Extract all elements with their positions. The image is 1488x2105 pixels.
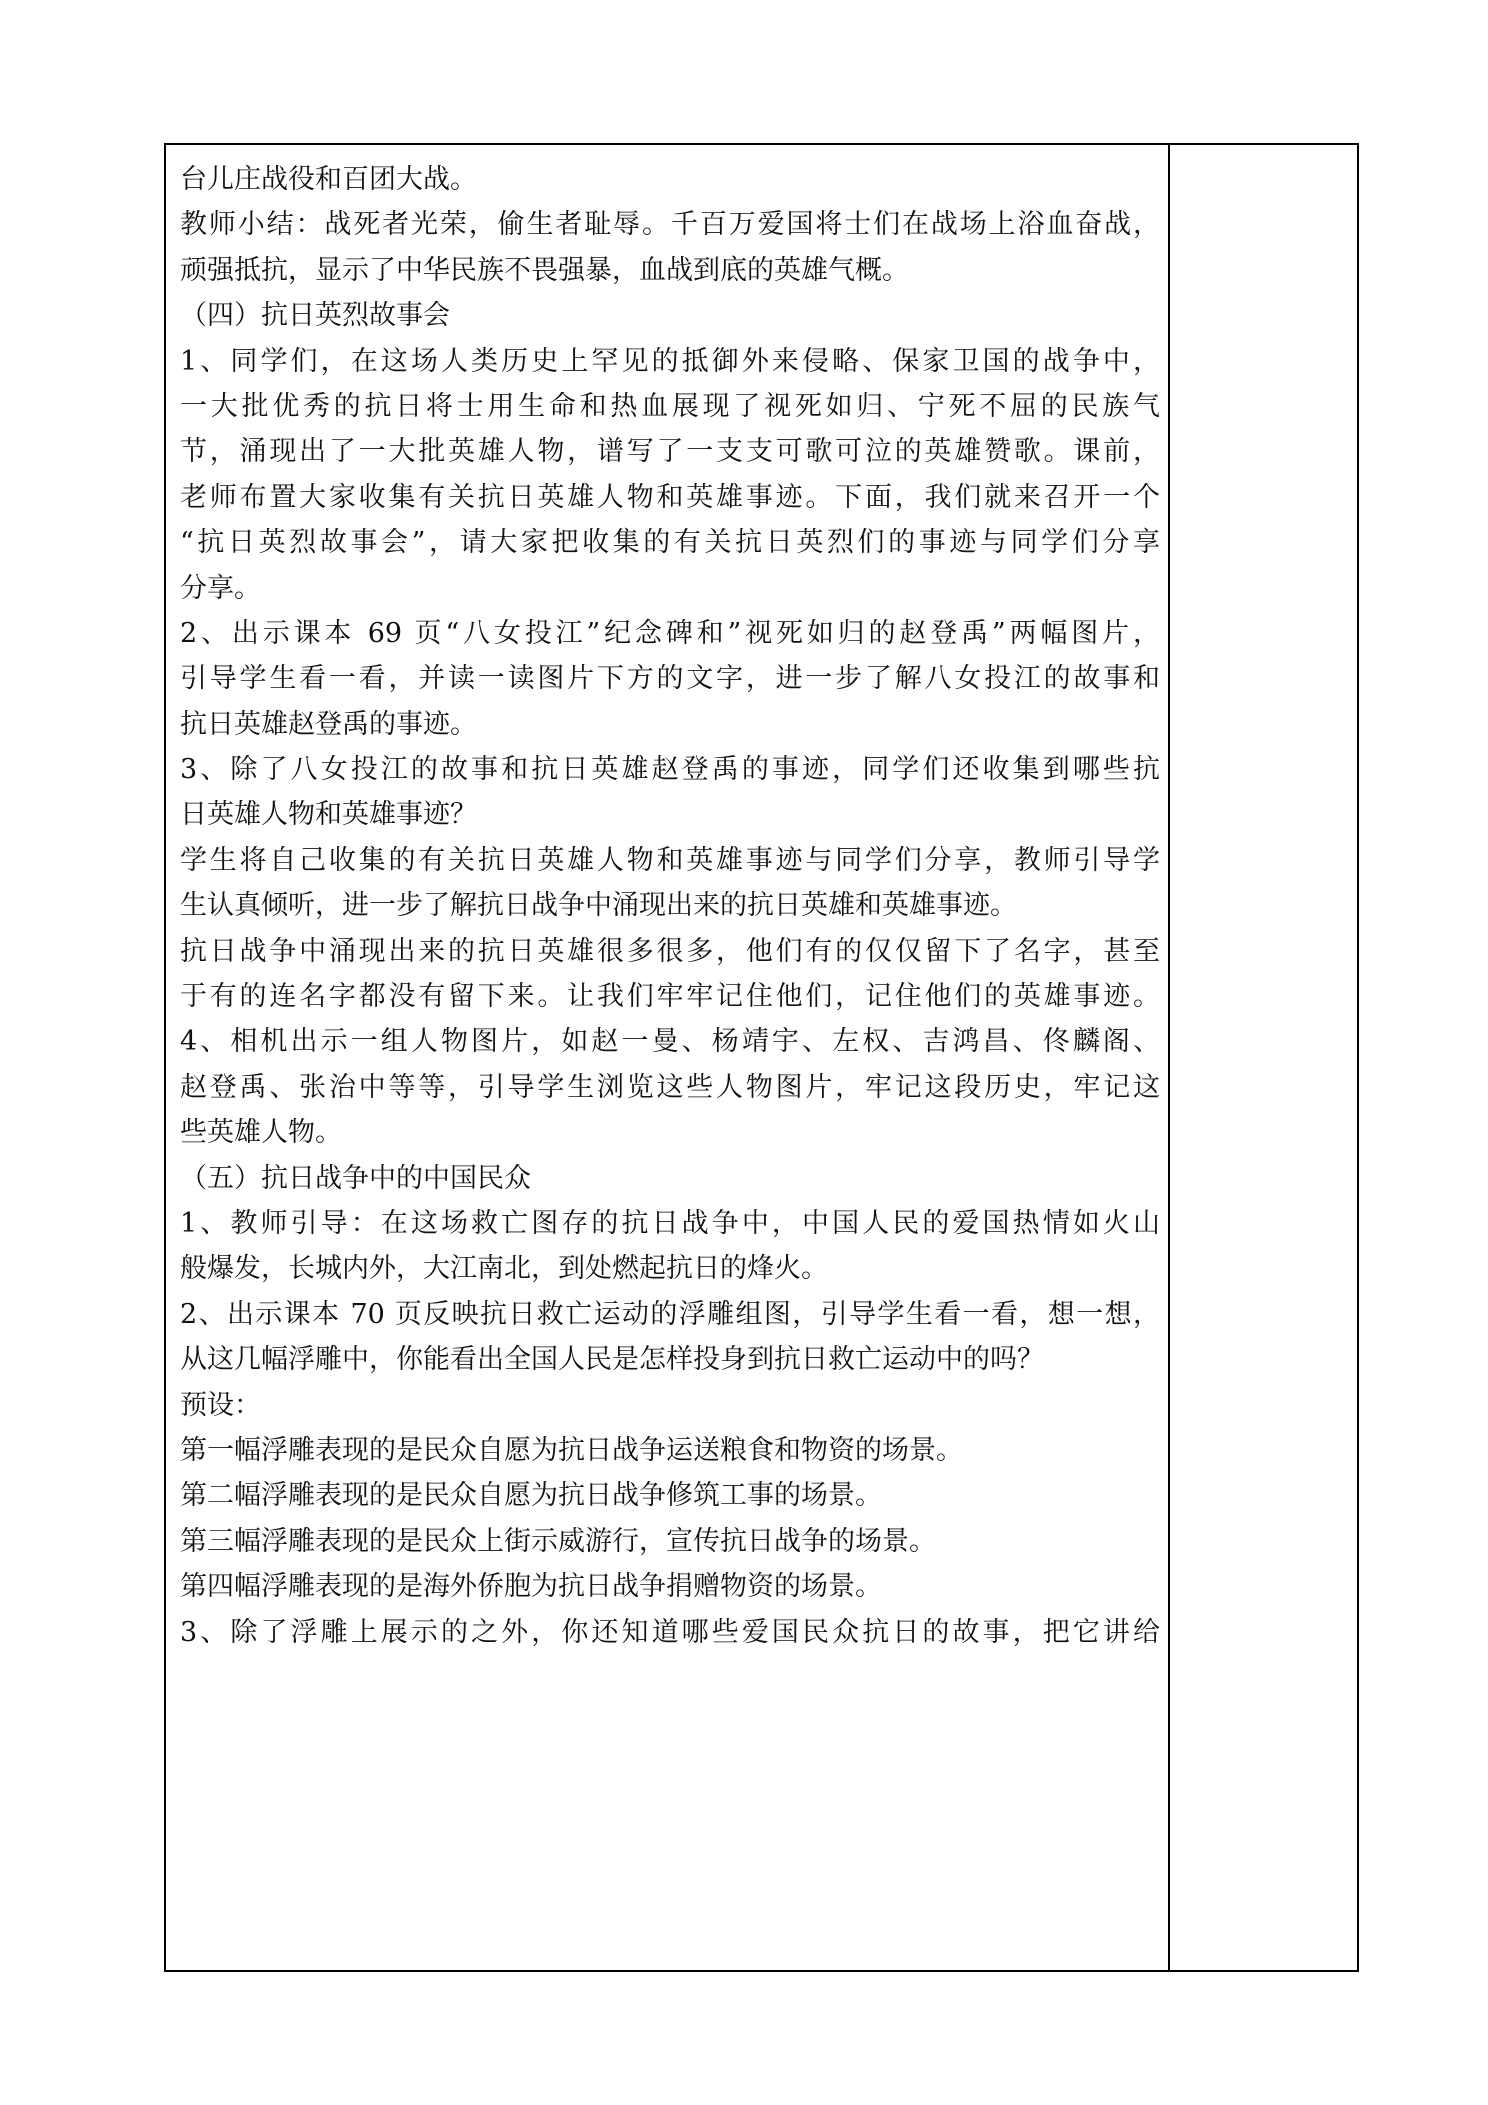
- lesson-table: [164, 143, 1359, 1972]
- text-line: 一大批优秀的抗日将士用生命和热血展现了视死如归、宁死不屈的民族气: [180, 390, 1160, 422]
- text-line: 生认真倾听，进一步了解抗日战争中涌现出来的抗日英雄和英雄事迹。: [180, 890, 1017, 922]
- text-line: 教师小结：战死者光荣，偷生者耻辱。千百万爱国将士们在战场上浴血奋战，: [180, 209, 1160, 241]
- text-line: 第二幅浮雕表现的是民众自愿为抗日战争修筑工事的场景。: [180, 1480, 882, 1512]
- text-line: 抗日英雄赵登禹的事迹。: [180, 708, 477, 740]
- text-line: 第四幅浮雕表现的是海外侨胞为抗日战争捐赠物资的场景。: [180, 1571, 882, 1603]
- text-line: 4、相机出示一组人物图片，如赵一曼、杨靖宇、左权、吉鸿昌、佟麟阁、: [180, 1026, 1160, 1058]
- text-line: 第一幅浮雕表现的是民众自愿为抗日战争运送粮食和物资的场景。: [180, 1434, 963, 1466]
- text-line: 抗日战争中涌现出来的抗日英雄很多很多，他们有的仅仅留下了名字，甚至: [180, 935, 1160, 967]
- text-line: 1、教师引导：在这场救亡图存的抗日战争中，中国人民的爱国热情如火山: [180, 1207, 1160, 1239]
- text-line: “抗日英烈故事会”，请大家把收集的有关抗日英烈们的事迹与同学们分享: [180, 527, 1160, 559]
- text-line: 2、出示课本 70 页反映抗日救亡运动的浮雕组图，引导学生看一看，想一想，: [180, 1298, 1160, 1330]
- section-heading: （四）抗日英烈故事会: [180, 300, 450, 332]
- text-line: 2、出示课本 69 页“八女投江”纪念碑和”视死如归的赵登禹”两幅图片，: [180, 617, 1160, 649]
- column-divider: [1168, 145, 1170, 1970]
- text-line: 3、除了八女投江的故事和抗日英雄赵登禹的事迹，同学们还收集到哪些抗: [180, 754, 1160, 786]
- text-line: 分享。: [180, 572, 261, 604]
- text-line: 顽强抵抗，显示了中华民族不畏强暴，血战到底的英雄气概。: [180, 254, 909, 286]
- text-line: 第三幅浮雕表现的是民众上街示威游行，宣传抗日战争的场景。: [180, 1525, 936, 1557]
- text-line: 3、除了浮雕上展示的之外，你还知道哪些爱国民众抗日的故事，把它讲给: [180, 1616, 1160, 1648]
- text-line: 赵登禹、张治中等等，引导学生浏览这些人物图片，牢记这段历史，牢记这: [180, 1071, 1160, 1103]
- text-line: 1、同学们，在这场人类历史上罕见的抵御外来侵略、保家卫国的战争中，: [180, 345, 1160, 377]
- text-line: 引导学生看一看，并读一读图片下方的文字，进一步了解八女投江的故事和: [180, 663, 1160, 695]
- text-line: 老师布置大家收集有关抗日英雄人物和英雄事迹。下面，我们就来召开一个: [180, 481, 1160, 513]
- lesson-content-cell: [180, 157, 1160, 1655]
- text-line: 于有的连名字都没有留下来。让我们牢牢记住他们，记住他们的英雄事迹。: [180, 981, 1160, 1013]
- section-heading: （五）抗日战争中的中国民众: [180, 1162, 531, 1194]
- text-line: 台儿庄战役和百团大战。: [180, 164, 477, 195]
- text-line: 般爆发，长城内外，大江南北，到处燃起抗日的烽火。: [180, 1253, 828, 1285]
- text-line: 些英雄人物。: [180, 1117, 342, 1149]
- text-line: 学生将自己收集的有关抗日英雄人物和英雄事迹与同学们分享，教师引导学: [180, 844, 1160, 876]
- text-line: 日英雄人物和英雄事迹？: [180, 799, 477, 831]
- text-line: 从这几幅浮雕中，你能看出全国人民是怎样投身到抗日救亡运动中的吗？: [180, 1344, 1044, 1376]
- text-line: 节，涌现出了一大批英雄人物，谱写了一支支可歌可泣的英雄赞歌。课前，: [180, 436, 1160, 468]
- text-line: 预设：: [180, 1389, 261, 1421]
